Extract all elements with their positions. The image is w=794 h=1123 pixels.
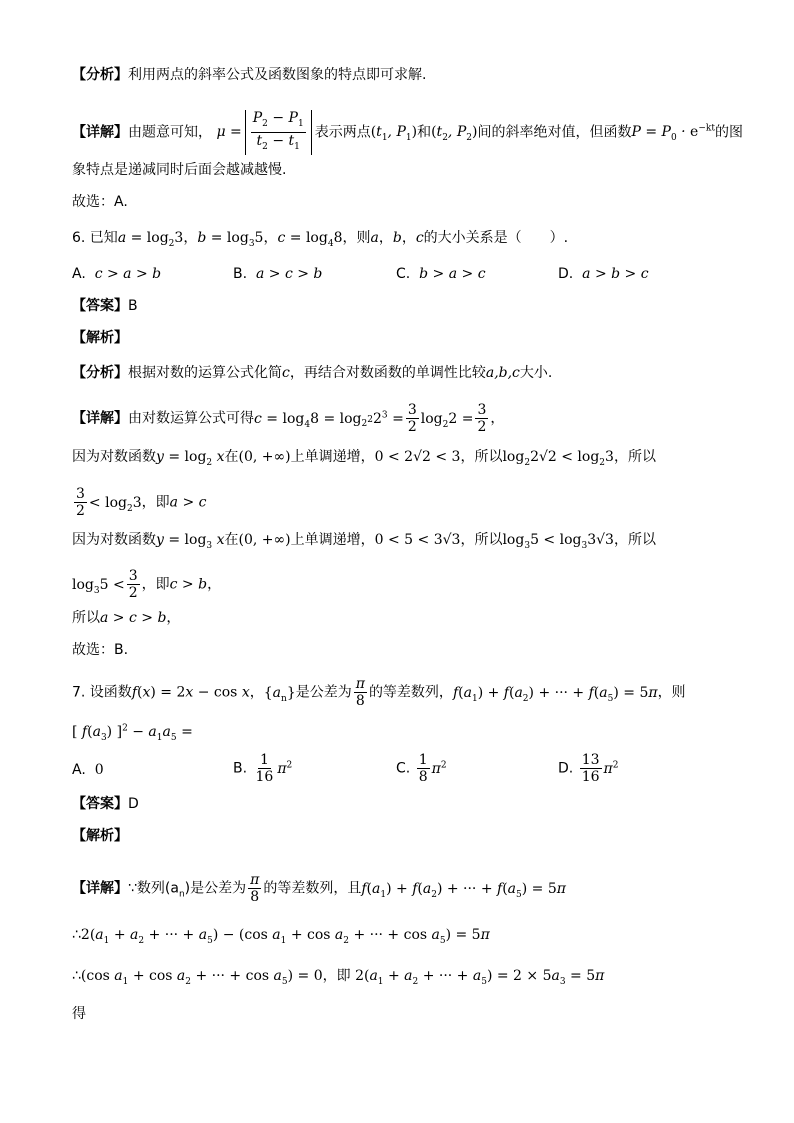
detail-7-line-4 [72, 1004, 86, 1024]
detail-text: ， [166, 610, 181, 626]
detail-6-line-1: 【详解】由对数运算公式可得$c = \log_48 = \log_{2^2}2^3$ = $\frac{3}{2}$ $\log_22$ = $\frac{3}{2}$ ， [72, 402, 505, 435]
detail-text: 象特点是递减同时后面会越减越慢. [72, 162, 287, 178]
detail-text: ，即 [322, 968, 351, 984]
expression: [ $f(a_3) ]^2 - a_1a_5$ = [72, 723, 193, 743]
detail-text-mid: 表示两点 [314, 124, 371, 141]
answer-value: D [128, 796, 139, 812]
q6-option-a: A. c > a > b [72, 266, 162, 282]
option-label: B. [233, 760, 248, 777]
option-label: D. [558, 266, 574, 282]
detail-text: ， [207, 576, 222, 593]
detail-text: ，所以 [613, 449, 656, 465]
analysis-text: 利用两点的斜率公式及函数图象的特点即可求解. [128, 67, 427, 83]
detail-tag: 【详解】 [72, 410, 128, 427]
detail-tag: 【详解】 [72, 124, 128, 141]
analysis-6: 【分析】根据对数的运算公式化简c，再结合对数函数的单调性比较a,b,c大小. [72, 365, 553, 381]
detail-6-line-5: $\log_35$ < $\frac{3}{2}$ ，即c > b， [72, 568, 222, 601]
therefore-symbol: ∴ [72, 927, 81, 943]
answer-6 [72, 296, 138, 316]
answer-tag: 【答案】 [72, 298, 128, 314]
analysis-tag: 【分析】 [72, 67, 128, 83]
detail-6-line-3: $\frac{3}{2}$ < $\log_23$，即a > c [76, 486, 207, 519]
point-1: ($t_1$, $P_1$) [370, 124, 418, 144]
question-text: 是公差为 [295, 684, 352, 701]
analysis-text-3: 大小. [519, 365, 553, 381]
question-6: 6. 已知$a = \log_23$，$b = \log_35$，$c = \log_48$，则a，b，c的大小关系是（ ）. [72, 230, 569, 249]
point-2: ($t_2$, $P_2$) [431, 124, 478, 144]
detail-text-pre: 由对数运算公式可得 [128, 410, 254, 427]
choice-text: 故选：B. [72, 642, 129, 658]
jiexi-tag: 【解析】 [72, 828, 128, 844]
detail-text: 在 [224, 449, 239, 465]
choice-6 [72, 640, 128, 660]
analysis-text-1: 根据对数的运算公式化简 [128, 365, 282, 381]
option-label: A. [72, 762, 86, 778]
question-number: 7. 设函数 [72, 684, 132, 701]
formula-a: $a = \log_23$ [117, 230, 184, 249]
answer-value: B [128, 298, 138, 314]
question-text: ，则 [657, 684, 686, 701]
analysis-tag: 【分析】 [72, 365, 128, 381]
detail-6-line-6: 所以a > c > b， [72, 610, 181, 626]
question-text: 的等差数列， [368, 684, 453, 701]
q6-option-b: B. a > c > b [233, 266, 323, 282]
jiexi-tag: 【解析】 [72, 330, 128, 346]
detail-text: 因为对数函数 [72, 449, 156, 465]
option-label: D. [558, 760, 574, 777]
detail-5-line-2 [72, 160, 286, 180]
question-7-line-2 [72, 718, 193, 747]
formula-b: $b = \log_35$ [197, 230, 264, 249]
option-label: B. [233, 266, 248, 282]
mu-formula: μ = $\frac{P_2 - P_1}{t_2 - t_1}$ [216, 124, 314, 140]
option-label: C. [396, 266, 411, 282]
detail-5-line-1 [72, 110, 743, 155]
detail-text-end: 的图 [714, 124, 743, 141]
formula-c: $c = \log_48$ [277, 230, 343, 249]
q7-option-c: C. $\frac{1}{8}$ $\pi^2$ [396, 752, 447, 785]
detail-text-and: 和 [417, 124, 432, 141]
detail-text: ∵数列(a [128, 880, 179, 897]
detail-text: ，所以 [613, 532, 656, 548]
detail-text: )是公差为 [184, 880, 247, 897]
detail-text-post: 间的斜率绝对值，但函数 [477, 124, 632, 141]
option-value: 0 [94, 762, 104, 778]
detail-6-line-4: 因为对数函数$y = \log_3 x$在(0, +∞)上单调递增，0 < 5 < 3√3，所以$\log_35 < \log_33√3$，所以 [72, 532, 656, 551]
function-p: $P = P_0 \cdot e^{-kt}$ [631, 123, 715, 144]
question-7: 7. 设函数f(x) = 2x − cos x，$\{a_n\}$是公差为 $\frac{\pi}{8}$ 的等差数列，$f(a_1) + f(a_2)$ + ··· + $f(a_5) = 5\pi$，则 [72, 676, 686, 709]
detail-7-line-3: ∴(cos $a_1 + \cos a_2$ + ··· + $\cos a_5) = 0$，即 $2(a_1 + a_2$ + ··· + $a_5) = 2 \times 5a_3 = 5\pi$ [72, 968, 605, 987]
question-tail-2: 的大小关系是（ ）. [423, 230, 569, 246]
detail-text: ，所以 [460, 449, 503, 465]
detail-text: 所以 [72, 610, 100, 626]
choice-text: 故选：A. [72, 194, 128, 210]
option-label: C. [396, 760, 411, 777]
detail-text: 上单调递增， [290, 532, 375, 548]
q7-option-d: D. $\frac{13}{16}$ $\pi^2$ [558, 752, 619, 785]
detail-text: ，即 [141, 494, 170, 511]
detail-text: 得 [72, 1006, 86, 1022]
detail-text: 因为对数函数 [72, 532, 156, 548]
detail-7-line-2: $\therefore 2(a_1 + a_2$ + ··· + $a_5) - (\cos$ $a_1 + \cos a_2$ + ··· + $\cos a_5) = 5\pi$ [72, 927, 490, 946]
q6-option-c: C. b > a > c [396, 266, 486, 282]
answer-7 [72, 794, 139, 814]
analysis-text-2: ，再结合对数函数的单调性比较 [289, 365, 486, 381]
question-text: ， [249, 684, 264, 701]
q7-option-a [72, 760, 104, 780]
choice-5 [72, 192, 128, 212]
detail-tag: 【详解】 [72, 880, 128, 897]
question-number: 6. 已知 [72, 230, 118, 246]
detail-text: ，所以 [460, 532, 503, 548]
detail-6-line-2: 因为对数函数$y = \log_2 x$在(0, +∞)上单调递增，0 < 2√2 < 3，所以$\log_22√2 < \log_23$，所以 [72, 449, 656, 468]
jiexi-7 [72, 826, 128, 846]
detail-text-pre: 由题意可知， [128, 124, 212, 141]
therefore-symbol: ∴ [72, 968, 81, 984]
detail-text: 的等差数列，且 [263, 880, 362, 897]
detail-text: 上单调递增， [290, 449, 375, 465]
answer-tag: 【答案】 [72, 796, 128, 812]
question-tail: ，则 [342, 230, 371, 246]
q7-option-b: B. $\frac{1}{16}$ $\pi^2$ [233, 752, 293, 785]
detail-text: ，即 [141, 576, 170, 593]
detail-7-line-1: 【详解】∵数列$(a_n)$是公差为 $\frac{\pi}{8}$ 的等差数列，且$f(a_1) + f(a_2)$ + ··· + $f(a_5) = 5\pi$ [72, 872, 566, 905]
option-label: A. [72, 266, 86, 282]
analysis-5 [72, 65, 426, 85]
jiexi-6 [72, 328, 128, 348]
detail-text: 在 [224, 532, 239, 548]
formula-c-simplified: $c = \log_48 = \log_{2^2}2^3$ = $\frac{3}{2}$ $\log_22$ = $\frac{3}{2}$ [254, 402, 487, 435]
q6-option-d: D. a > b > c [558, 266, 649, 282]
